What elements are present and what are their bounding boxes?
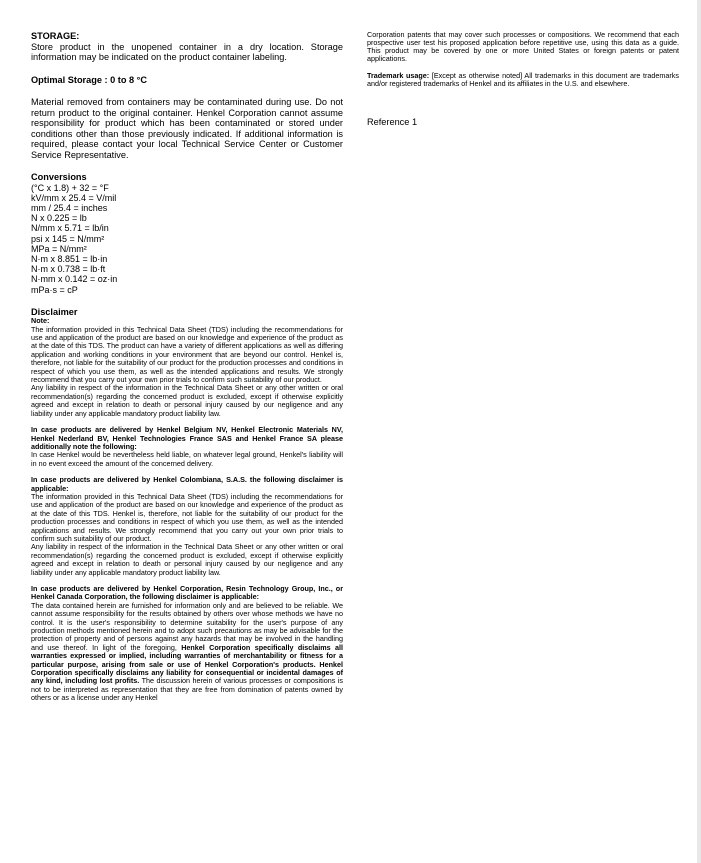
conversion-line: kV/mm x 25.4 = V/mil xyxy=(31,192,117,203)
reference-label: Reference 1 xyxy=(367,116,418,127)
conversion-line: N/mm x 5.71 = lb/in xyxy=(31,223,109,234)
trademark-text: [Except as otherwise noted] All trademarks in this document are trademarks and/or registered trademarks of Henkel and its affiliates in the U.S. and elsewhere. xyxy=(367,71,679,89)
conversion-line: MPa = N/mm² xyxy=(31,243,87,254)
conversion-line: mPa·s = cP xyxy=(31,284,78,295)
patents-text: Corporation patents that may cover such processes or compositions. We recommend that each prospective user test his proposed application before repetitive use, using this data as a guide. This product may be covered by one or more United States or foreign patents or patent applications. xyxy=(367,30,679,64)
belgium-text: In case Henkel would be nevertheless held liable, on whatever legal ground, Henkel's liability will in no event exceed the amount of the concerned delivery. xyxy=(31,450,343,468)
corporation-text-bold: Henkel Corporation specifically disclaims all warranties expressed or implied, including warranties of merchantability or fitness for a particular purpose, arising from sale or use of Henkel Corporation's products. Henkel Corporation specifically disclaims any liability for consequential or incidental damages of any kind, including lost profits. xyxy=(31,642,343,686)
corporation-text-b: The discussion herein of various processes or compositions is not to be interpreted as representation that they are free from domination of patents owned by others or as a license under any Henkel xyxy=(31,676,343,703)
colombiana-text-1: The information provided in this Technical Data Sheet (TDS) including the recommendations for use and application of the product are based on our knowledge and experience of the product as at the date of this TDS. Henkel is, therefore, not liable for the suitability of our product for the production processes and conditions in respect of which you use them, as well as the intended applications and results. We strongly recommend that you carry out your own prior trials to confirm such suitability of our product. xyxy=(31,491,343,543)
conversions-list xyxy=(31,183,343,295)
corporation-text xyxy=(31,602,343,703)
note-text-2: Any liability in respect of the information in the Technical Data Sheet or any other written or oral recommendation(s) regarding the concerned product is excluded, except if otherwise explicitly agreed and except in relation to death or personal injury caused by our negligence and any liability under any applicable mandatory product liability law. xyxy=(31,383,343,418)
corporation-heading: In case products are delivered by Henkel Corporation, Resin Technology Group, Inc., or Henkel Canada Corporation, the following disclaimer is applicable: xyxy=(31,584,343,602)
colombiana-text-2: Any liability in respect of the information in the Technical Data Sheet or any other written or oral recommendation(s) regarding the concerned product is excluded, except if otherwise explicitly agreed and except in relation to death or personal injury caused by our negligence and any liability under any applicable mandatory product liability law. xyxy=(31,542,343,577)
storage-heading: STORAGE: xyxy=(31,31,80,41)
right-column xyxy=(367,31,679,136)
belgium-heading: In case products are delivered by Henkel Belgium NV, Henkel Electronic Materials NV, Henkel Nederland BV, Henkel Technologies France SAS and Henkel France SA please additionally note the following: xyxy=(31,425,343,451)
page-edge xyxy=(697,0,701,863)
conversion-line: N x 0.225 = lb xyxy=(31,213,87,224)
note-text-1: The information provided in this Technical Data Sheet (TDS) including the recommendations for use and application of the product are based on our knowledge and experience of the product as at the date of this TDS. The product can have a variety of different applications as well as differing application and working conditions in your environment that are beyond our control. Henkel is, therefore, not liable for the suitability of our product for the production processes and conditions in respect of which you use them, as well as the intended applications and results. We strongly recommend that you carry out your own prior trials to confirm such suitability of our product. xyxy=(31,324,343,385)
colombiana-heading: In case products are delivered by Henkel Colombiana, S.A.S. the following disclaimer is applicable: xyxy=(31,475,343,493)
trademark-label: Trademark usage: xyxy=(367,71,430,81)
left-column xyxy=(31,31,343,703)
conversions-heading: Conversions xyxy=(31,172,87,182)
material-text: Material removed from containers may be contaminated during use. Do not return product to the original container. Henkel Corporation cannot assume responsibility for product which has been contaminated or stored under conditions other than those previously indicated. If additional information is required, please contact your local Technical Service Center or Customer Service Representative. xyxy=(31,97,343,160)
optimal-storage: Optimal Storage : 0 to 8 °C xyxy=(31,74,147,85)
conversion-line: mm / 25.4 = inches xyxy=(31,202,108,213)
conversion-line: (°C x 1.8) + 32 = °F xyxy=(31,182,109,193)
conversion-line: N·m x 0.738 = lb·ft xyxy=(31,264,106,275)
note-label: Note: xyxy=(31,316,50,326)
conversion-line: N·mm x 0.142 = oz·in xyxy=(31,274,118,285)
trademark-paragraph xyxy=(367,72,679,88)
corporation-text-a: The data contained herein are furnished for information only and are believed to be reliable. We cannot assume responsibility for the results obtained by others over whose methods we have no control. It is the user's responsibility to determine suitability for the user's purpose of any production methods mentioned herein and to adopt such precautions as may be advisable for the protection of property and of persons against any hazards that may be involved in the handling and use thereof. In light of the foregoing, xyxy=(31,600,343,652)
conversion-line: psi x 145 = N/mm² xyxy=(31,233,105,244)
disclaimer-heading: Disclaimer xyxy=(31,306,78,317)
storage-text: Store product in the unopened container in a dry location. Storage information may be indicated on the product container labeling. xyxy=(31,41,343,62)
conversion-line: N·m x 8.851 = lb·in xyxy=(31,253,108,264)
